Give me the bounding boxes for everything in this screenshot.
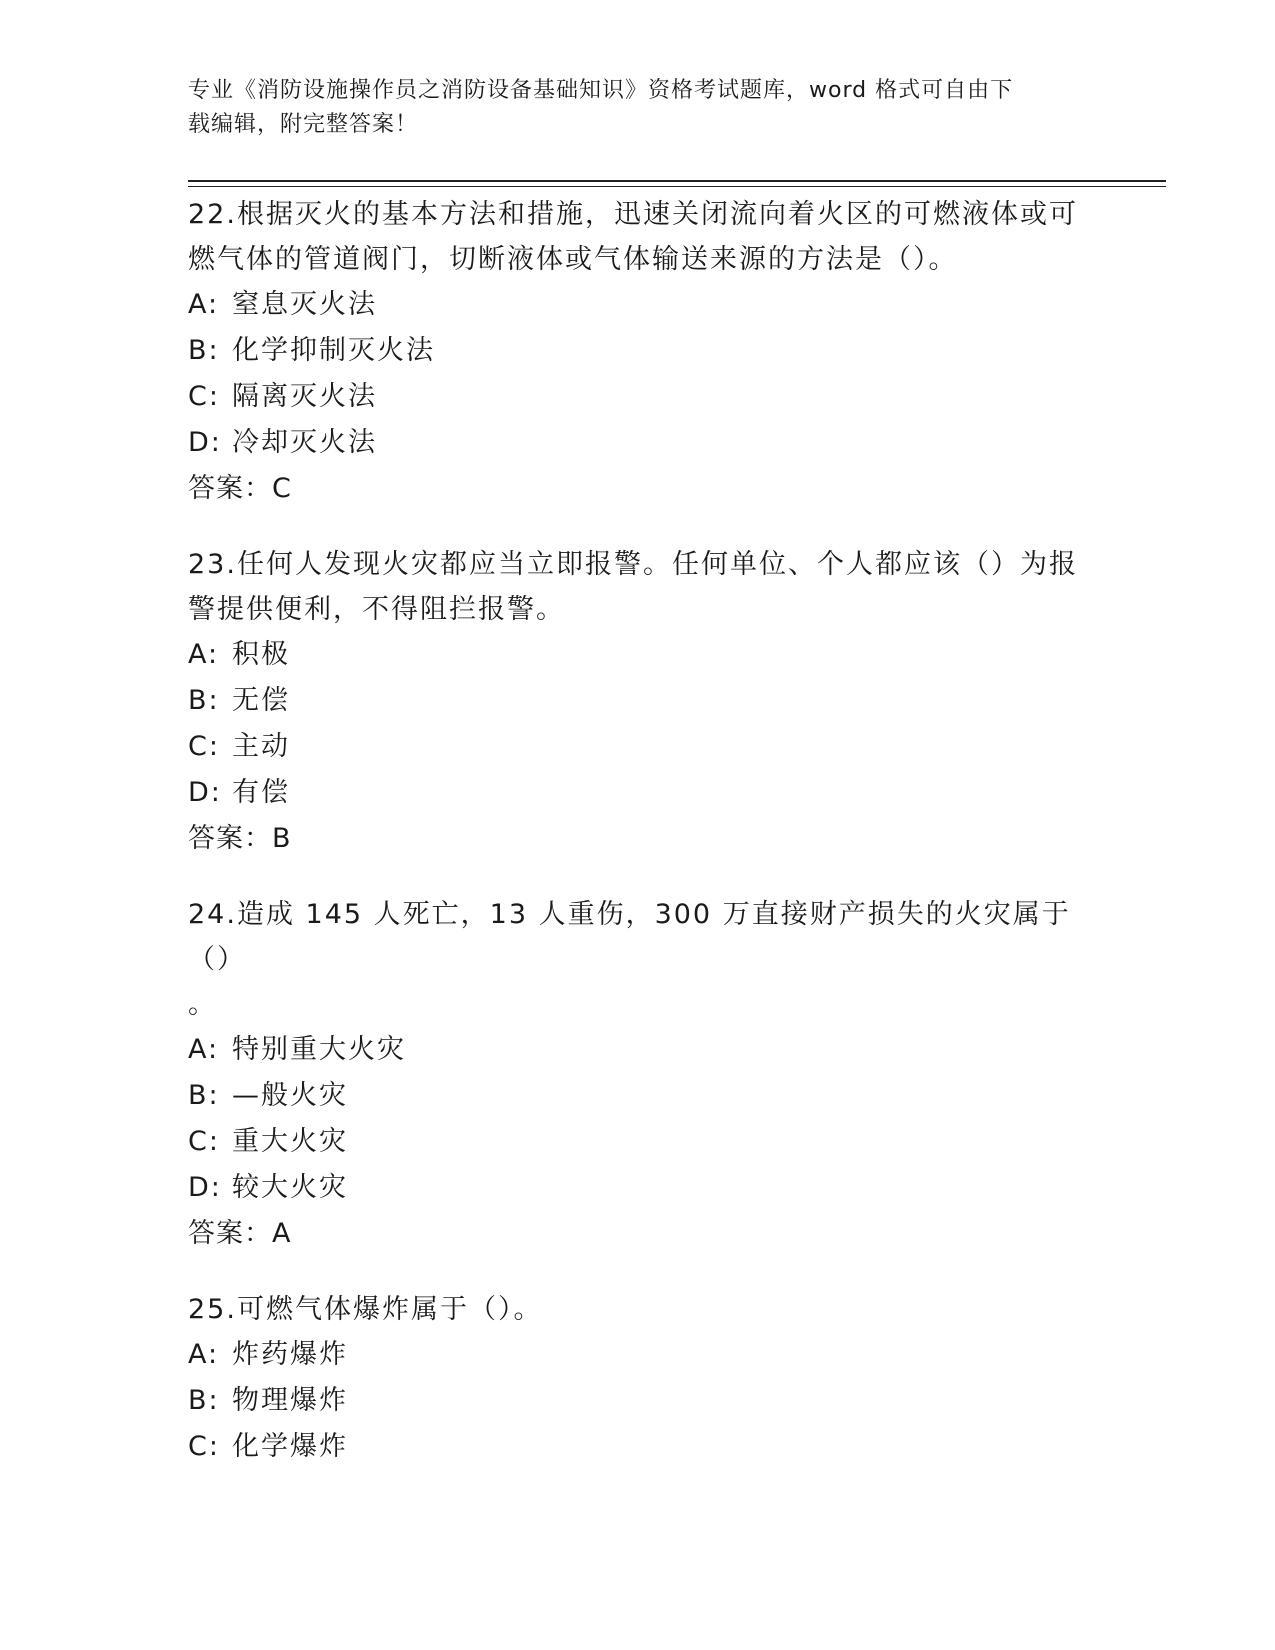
header-line-2: 载编辑，附完整答案！ (188, 112, 419, 137)
option-text: 有偿 (232, 777, 290, 808)
question-stem-line: 23.任何人发现火灾都应当立即报警。任何单位、个人都应该（）为报 (188, 549, 1078, 580)
option-c (188, 724, 1088, 770)
option-text: 化学抑制灭火法 (232, 335, 435, 366)
option-text: 积极 (232, 639, 290, 670)
header-divider-thick (188, 180, 1166, 182)
option-text: 较大火灾 (232, 1172, 348, 1203)
option-letter: A: (188, 1339, 220, 1370)
option-c (188, 1424, 1088, 1470)
option-a (188, 632, 1088, 678)
option-letter: C: (188, 1431, 220, 1462)
question-stem-line: 燃气体的管道阀门，切断液体或气体输送来源的方法是（）。 (188, 244, 958, 275)
option-letter: D: (188, 427, 222, 458)
answer-line: 答案：B (188, 823, 292, 854)
option-text: 冷却灭火法 (232, 427, 377, 458)
question-stem-line: 警提供便利，不得阻拦报警。 (188, 594, 565, 625)
document-header (188, 74, 1068, 142)
option-letter: B: (188, 685, 220, 716)
option-b (188, 678, 1088, 724)
question-25 (188, 1287, 1088, 1470)
option-b (188, 1073, 1088, 1119)
option-text: 主动 (232, 731, 290, 762)
option-a (188, 1332, 1088, 1378)
option-letter: C: (188, 731, 220, 762)
option-letter: B: (188, 1080, 220, 1111)
header-divider-thin (188, 186, 1166, 187)
question-22 (188, 192, 1088, 512)
option-b (188, 328, 1088, 374)
question-stem-line: 25.可燃气体爆炸属于（）。 (188, 1294, 543, 1325)
option-text: 重大火灾 (232, 1126, 348, 1157)
option-a (188, 1027, 1088, 1073)
question-23 (188, 542, 1088, 862)
option-text: 化学爆炸 (232, 1431, 348, 1462)
option-text: 无偿 (232, 685, 290, 716)
option-c (188, 374, 1088, 420)
option-text: —般火灾 (232, 1080, 348, 1111)
question-stem-line: 。 (188, 989, 217, 1020)
option-letter: B: (188, 1385, 220, 1416)
option-d (188, 770, 1088, 816)
option-text: 物理爆炸 (232, 1385, 348, 1416)
option-text: 炸药爆炸 (232, 1339, 348, 1370)
option-letter: A: (188, 289, 220, 320)
option-letter: C: (188, 381, 220, 412)
option-text: 隔离灭火法 (232, 381, 377, 412)
option-letter: A: (188, 1034, 220, 1065)
option-letter: D: (188, 777, 222, 808)
option-text: 窒息灭火法 (232, 289, 377, 320)
option-a (188, 282, 1088, 328)
question-stem-line: 22.根据灭火的基本方法和措施，迅速关闭流向着火区的可燃液体或可 (188, 199, 1078, 230)
option-letter: B: (188, 335, 220, 366)
answer-line: 答案：C (188, 473, 292, 504)
header-line-1: 专业《消防设施操作员之消防设备基础知识》资格考试题库，word 格式可自由下 (188, 78, 1014, 103)
option-letter: C: (188, 1126, 220, 1157)
question-24 (188, 892, 1088, 1257)
option-b (188, 1378, 1088, 1424)
question-stem-line: 24.造成 145 人死亡，13 人重伤，300 万直接财产损失的火灾属于（） (188, 899, 1071, 975)
option-c (188, 1119, 1088, 1165)
option-letter: D: (188, 1172, 222, 1203)
option-letter: A: (188, 639, 220, 670)
question-list (188, 192, 1088, 1500)
option-text: 特别重大火灾 (232, 1034, 406, 1065)
option-d (188, 1165, 1088, 1211)
option-d (188, 420, 1088, 466)
answer-line: 答案：A (188, 1218, 292, 1249)
